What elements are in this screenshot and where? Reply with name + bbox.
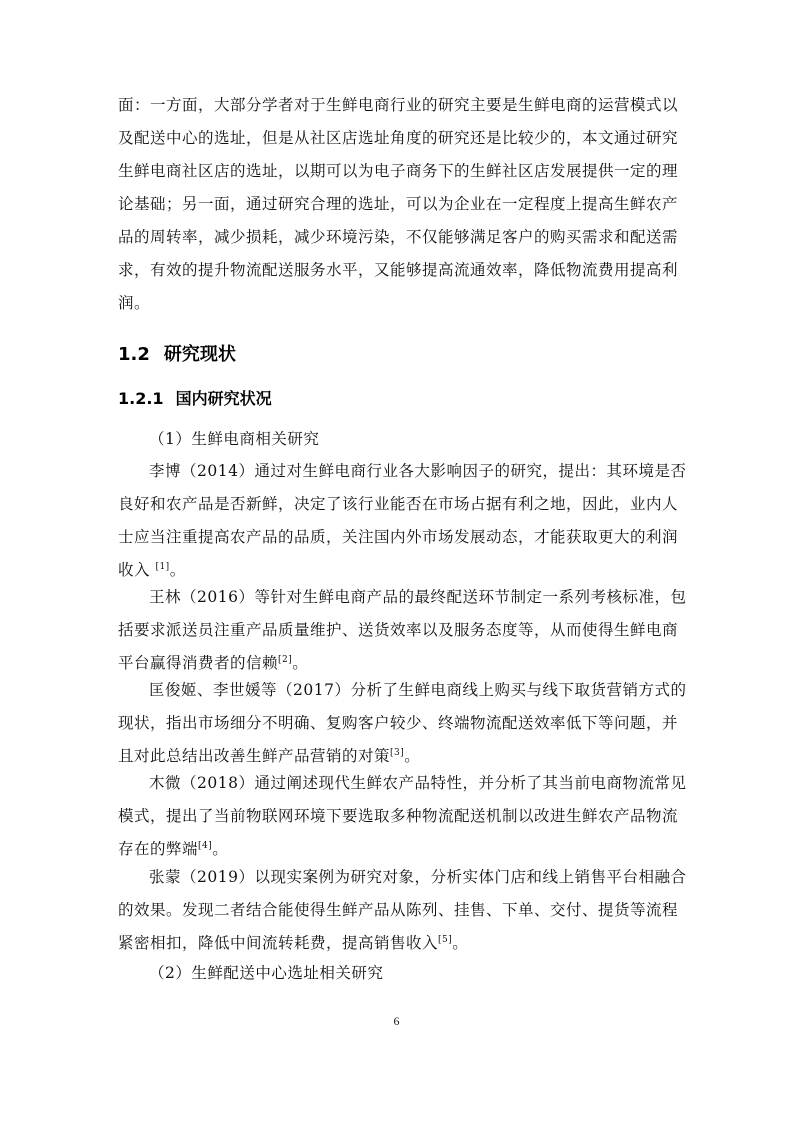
topic-label: （1）生鲜电商相关研究 (149, 430, 320, 448)
text-fragment: 平台赢得消费者的信赖 (118, 654, 279, 672)
text-line: 面：一方面，大部分学者对于生鲜电商行业的研究主要是生鲜电商的运营模式以 (118, 96, 679, 114)
subsection-heading (118, 386, 272, 409)
section-heading (118, 340, 236, 366)
text-line: 论基础；另一面，通过研究合理的选址，可以为企业在一定程度上提高生鲜农产 (118, 195, 679, 213)
text-line-last (118, 555, 186, 585)
citation-ref: [2] (278, 655, 293, 665)
citation-ref: [1] (155, 562, 170, 572)
text-line: 品的周转率，减少损耗，减少环境污染，不仅能够满足客户的购买需求和配送需 (118, 228, 679, 246)
section-title: 研究现状 (163, 344, 236, 365)
citation-ref: [4] (198, 841, 213, 851)
text-line: 王林（2016）等针对生鲜电商产品的最终配送环节制定一系列考核标准，包 (149, 588, 687, 606)
subsection-number: 1.2.1 (118, 389, 164, 408)
text-line: 士应当注重提高农产品的品质，关注国内外市场发展动态，才能获取更大的利润 (118, 528, 679, 546)
citation-ref: [3] (390, 748, 405, 758)
text-fragment: 且对此总结出改善生鲜产品营销的对策 (118, 747, 391, 765)
subsection-title: 国内研究状况 (175, 389, 272, 408)
text-fragment: 紧密相扣，降低中间流转耗费，提高销售收入 (118, 934, 439, 952)
text-line: 良好和农产品是否新鲜，决定了该行业能否在市场占据有利之地，因此，业内人 (118, 495, 679, 513)
text-line: 求，有效的提升物流配送服务水平，又能够提高流通效率，降低物流费用提高利 (118, 261, 679, 279)
text-line-last (118, 834, 228, 864)
text-line: 木微（2018）通过阐述现代生鲜农产品特性，并分析了其当前电商物流常见 (149, 774, 687, 792)
text-fragment: 。 (452, 934, 469, 952)
text-line: 及配送中心的选址，但是从社区店选址角度的研究还是比较少的，本文通过研究 (118, 129, 679, 147)
text-fragment: 。 (404, 747, 421, 765)
section-number: 1.2 (118, 344, 150, 365)
text-line: 张蒙（2019）以现实案例为研究对象，分析实体门店和线上销售平台相融合 (149, 868, 687, 886)
text-fragment: 存在的弊端 (118, 840, 199, 858)
text-fragment: 。 (169, 561, 186, 579)
text-line: 括要求派送员注重产品质量维护、送货效率以及服务态度等，从而使得生鲜电商 (118, 621, 679, 639)
topic-label: （2）生鲜配送中心选址相关研究 (149, 964, 384, 982)
text-line: 的效果。发现二者结合能使得生鲜产品从陈列、挂售、下单、交付、提货等流程 (118, 901, 679, 919)
text-line-last (118, 648, 308, 678)
text-fragment: 。 (212, 840, 229, 858)
text-line: 润。 (118, 294, 151, 312)
text-line: 现状，指出市场细分不明确、复购客户较少、终端物流配送效率低下等问题，并 (118, 714, 679, 732)
text-line: 李博（2014）通过对生鲜电商行业各大影响因子的研究，提出：其环境是否 (149, 462, 687, 480)
text-line: 生鲜电商社区店的选址，以期可以为电子商务下的生鲜社区店发展提供一定的理 (118, 162, 679, 180)
text-fragment: 收入 (118, 561, 156, 579)
text-fragment: 。 (292, 654, 309, 672)
text-line-last (118, 741, 420, 771)
text-line: 匡俊姬、李世媛等（2017）分析了生鲜电商线上购买与线下取货营销方式的 (149, 681, 687, 699)
text-line-last (118, 928, 468, 958)
page-number: 6 (393, 1014, 400, 1028)
text-line: 模式，提出了当前物联网环境下要选取多种物流配送机制以改进生鲜农产品物流 (118, 807, 679, 825)
citation-ref: [5] (438, 935, 453, 945)
